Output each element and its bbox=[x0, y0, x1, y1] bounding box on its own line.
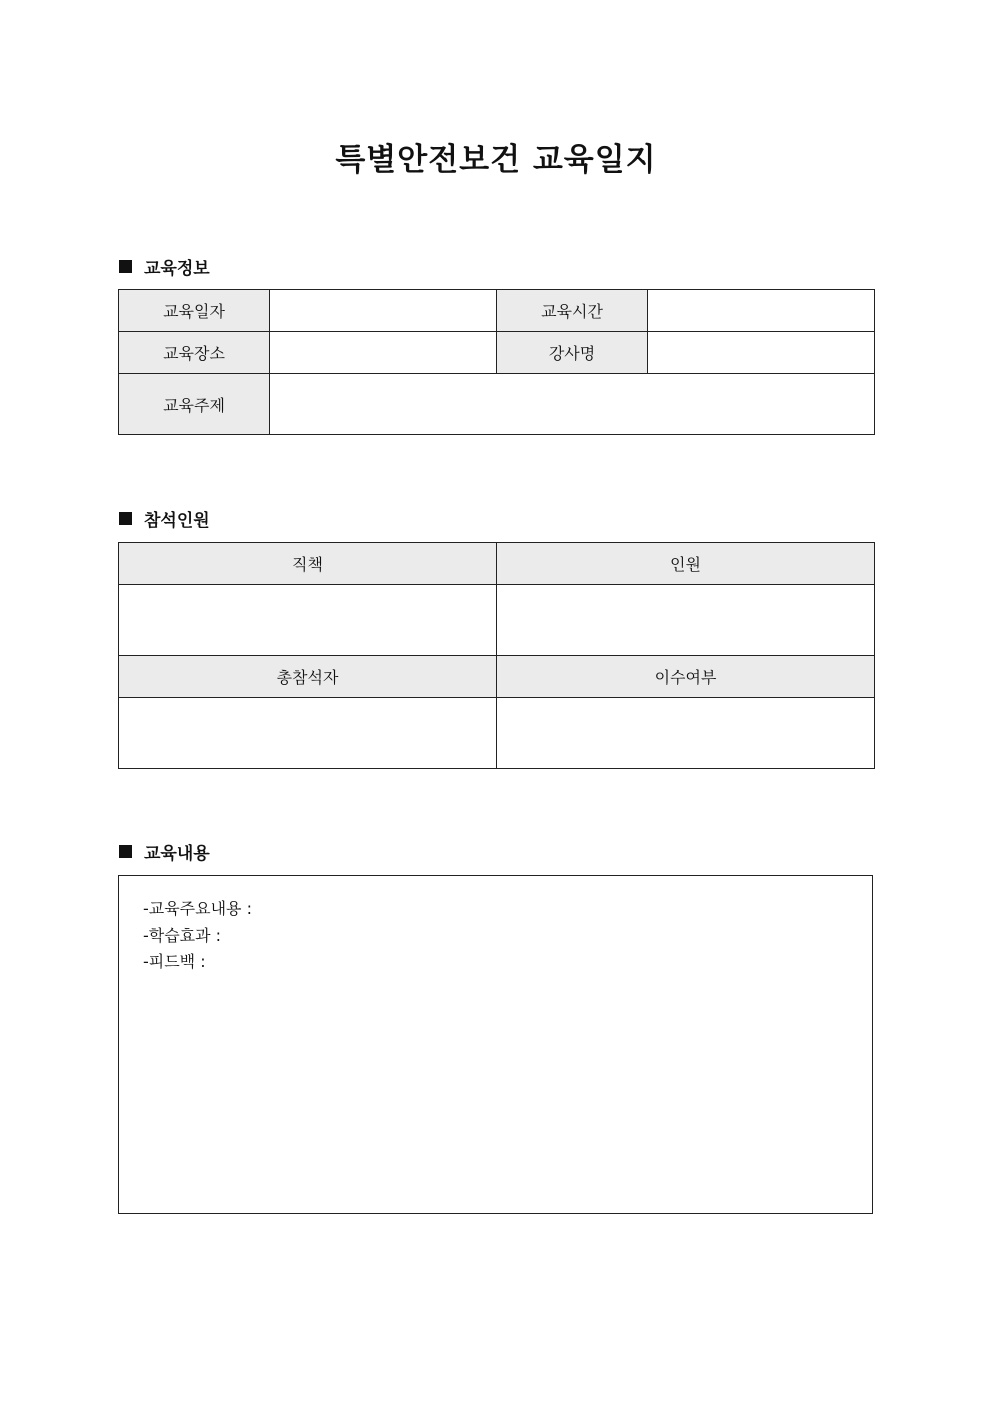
topic-field[interactable] bbox=[270, 374, 875, 435]
date-field[interactable] bbox=[270, 290, 497, 332]
topic-label: 교육주제 bbox=[119, 374, 270, 435]
info-table bbox=[118, 289, 875, 435]
completion-field[interactable] bbox=[497, 698, 875, 769]
section-heading-info bbox=[119, 254, 210, 279]
education-content-box[interactable] bbox=[118, 875, 873, 1214]
total-attendees-label: 총참석자 bbox=[119, 656, 497, 698]
total-attendees-field[interactable] bbox=[119, 698, 497, 769]
section-heading-attendees bbox=[119, 506, 210, 531]
time-label: 교육시간 bbox=[497, 290, 648, 332]
content-line-main: -교육주요내용 : bbox=[143, 899, 252, 918]
attendee-table bbox=[118, 542, 875, 769]
content-line-effect: -학습효과 : bbox=[143, 925, 222, 945]
section-heading-content bbox=[119, 839, 210, 864]
square-bullet-icon bbox=[119, 512, 132, 525]
place-field[interactable] bbox=[270, 332, 497, 374]
position-label: 직책 bbox=[119, 543, 497, 585]
content-line-feedback: -피드백 : bbox=[143, 952, 206, 971]
headcount-field[interactable] bbox=[497, 585, 875, 656]
instructor-label: 강사명 bbox=[497, 332, 648, 374]
instructor-field[interactable] bbox=[648, 332, 875, 374]
document-title: 특별안전보건 교육일지 bbox=[335, 142, 657, 178]
position-field[interactable] bbox=[119, 585, 497, 656]
square-bullet-icon bbox=[119, 260, 132, 273]
section-heading-content-label: 교육내용 bbox=[144, 844, 210, 864]
completion-label: 이수여부 bbox=[497, 656, 875, 698]
headcount-label: 인원 bbox=[497, 543, 875, 585]
section-heading-attendees-label: 참석인원 bbox=[144, 511, 210, 531]
square-bullet-icon bbox=[119, 845, 132, 858]
section-heading-info-label: 교육정보 bbox=[144, 259, 210, 279]
date-label: 교육일자 bbox=[119, 290, 270, 332]
place-label: 교육장소 bbox=[119, 332, 270, 374]
time-field[interactable] bbox=[648, 290, 875, 332]
